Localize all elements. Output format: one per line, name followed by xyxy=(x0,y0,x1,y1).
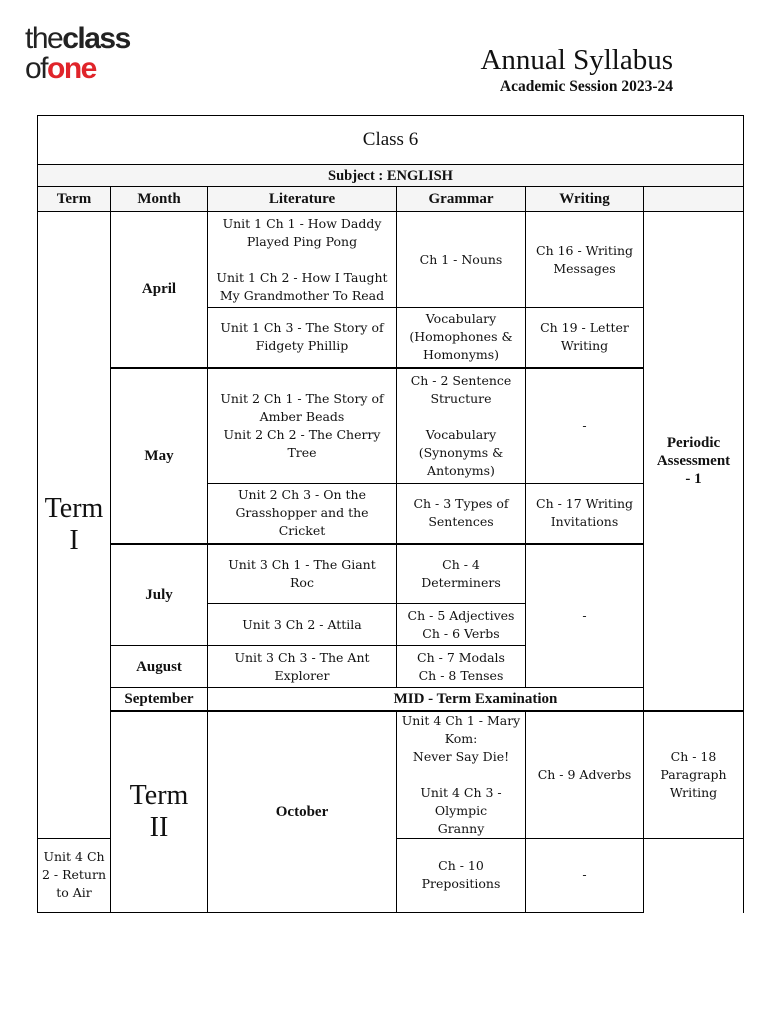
grammar-cell: Ch - 3 Types of Sentences xyxy=(397,484,526,544)
literature-cell: Unit 4 Ch 1 - Mary Kom: Never Say Die! Unit 4 Ch 3 - Olympic Granny xyxy=(397,711,526,839)
literature-cell: Unit 3 Ch 2 - Attila xyxy=(208,604,397,646)
literature-cell: Unit 3 Ch 3 - The Ant Explorer xyxy=(208,646,397,688)
grammar-cell: Vocabulary (Homophones & Homonyms) xyxy=(397,308,526,368)
logo-text-one: one xyxy=(47,52,96,85)
grammar-cell: Ch - 10 Prepositions xyxy=(397,838,526,912)
literature-cell: Unit 3 Ch 1 - The Giant Roc xyxy=(208,544,397,604)
col-header-month: Month xyxy=(111,187,208,212)
literature-cell: Unit 1 Ch 1 - How Daddy Played Ping Pong Unit 1 Ch 2 - How I Taught My Grandmother To Read xyxy=(208,212,397,308)
periodic-assessment-cell: Periodic Assessment - 1 xyxy=(644,212,744,711)
literature-cell: Unit 2 Ch 1 - The Story of Amber Beads Unit 2 Ch 2 - The Cherry Tree xyxy=(208,368,397,484)
col-header-assessment xyxy=(644,187,744,212)
logo-text-the: the xyxy=(25,22,63,55)
col-header-term: Term xyxy=(38,187,111,212)
col-header-grammar: Grammar xyxy=(397,187,526,212)
month-august: August xyxy=(111,646,208,688)
grammar-cell: Ch - 4 Determiners xyxy=(397,544,526,604)
literature-cell: Unit 1 Ch 3 - The Story of Fidgety Phillip xyxy=(208,308,397,368)
literature-cell: Unit 2 Ch 3 - On the Grasshopper and the Cricket xyxy=(208,484,397,544)
subject-heading: Subject : ENGLISH xyxy=(38,165,744,187)
logo-text-of: of xyxy=(25,52,48,85)
grammar-cell: Ch - 2 Sentence Structure Vocabulary (Synonyms & Antonyms) xyxy=(397,368,526,484)
grammar-cell: Ch - 9 Adverbs xyxy=(526,711,644,839)
month-october: October xyxy=(208,711,397,913)
month-july: July xyxy=(111,544,208,646)
month-may: May xyxy=(111,368,208,544)
session-subtitle: Academic Session 2023-24 xyxy=(499,78,673,95)
class-heading: Class 6 xyxy=(38,116,744,165)
literature-cell: Unit 4 Ch 2 - Return to Air xyxy=(38,838,111,912)
syllabus-table xyxy=(37,115,744,913)
term-1-label: Term I xyxy=(38,212,111,839)
grammar-cell: Ch 1 - Nouns xyxy=(397,212,526,308)
mid-term-exam: MID - Term Examination xyxy=(208,688,744,711)
page-title: Annual Syllabus xyxy=(480,44,673,76)
month-september: September xyxy=(111,688,208,711)
brand-logo xyxy=(25,24,130,84)
month-april: April xyxy=(111,212,208,368)
writing-cell: - xyxy=(526,544,644,688)
col-header-writing: Writing xyxy=(526,187,644,212)
col-header-literature: Literature xyxy=(208,187,397,212)
logo-text-class: class xyxy=(62,22,130,55)
grammar-cell: Ch - 5 Adjectives Ch - 6 Verbs xyxy=(397,604,526,646)
writing-cell: Ch 19 - Letter Writing xyxy=(526,308,644,368)
writing-cell: Ch - 18 Paragraph Writing xyxy=(644,711,744,839)
term-2-label: Term II xyxy=(111,711,208,913)
writing-cell: - xyxy=(526,838,644,912)
grammar-cell: Ch - 7 Modals Ch - 8 Tenses xyxy=(397,646,526,688)
writing-cell: Ch - 17 Writing Invitations xyxy=(526,484,644,544)
writing-cell: - xyxy=(526,368,644,484)
writing-cell: Ch 16 - Writing Messages xyxy=(526,212,644,308)
